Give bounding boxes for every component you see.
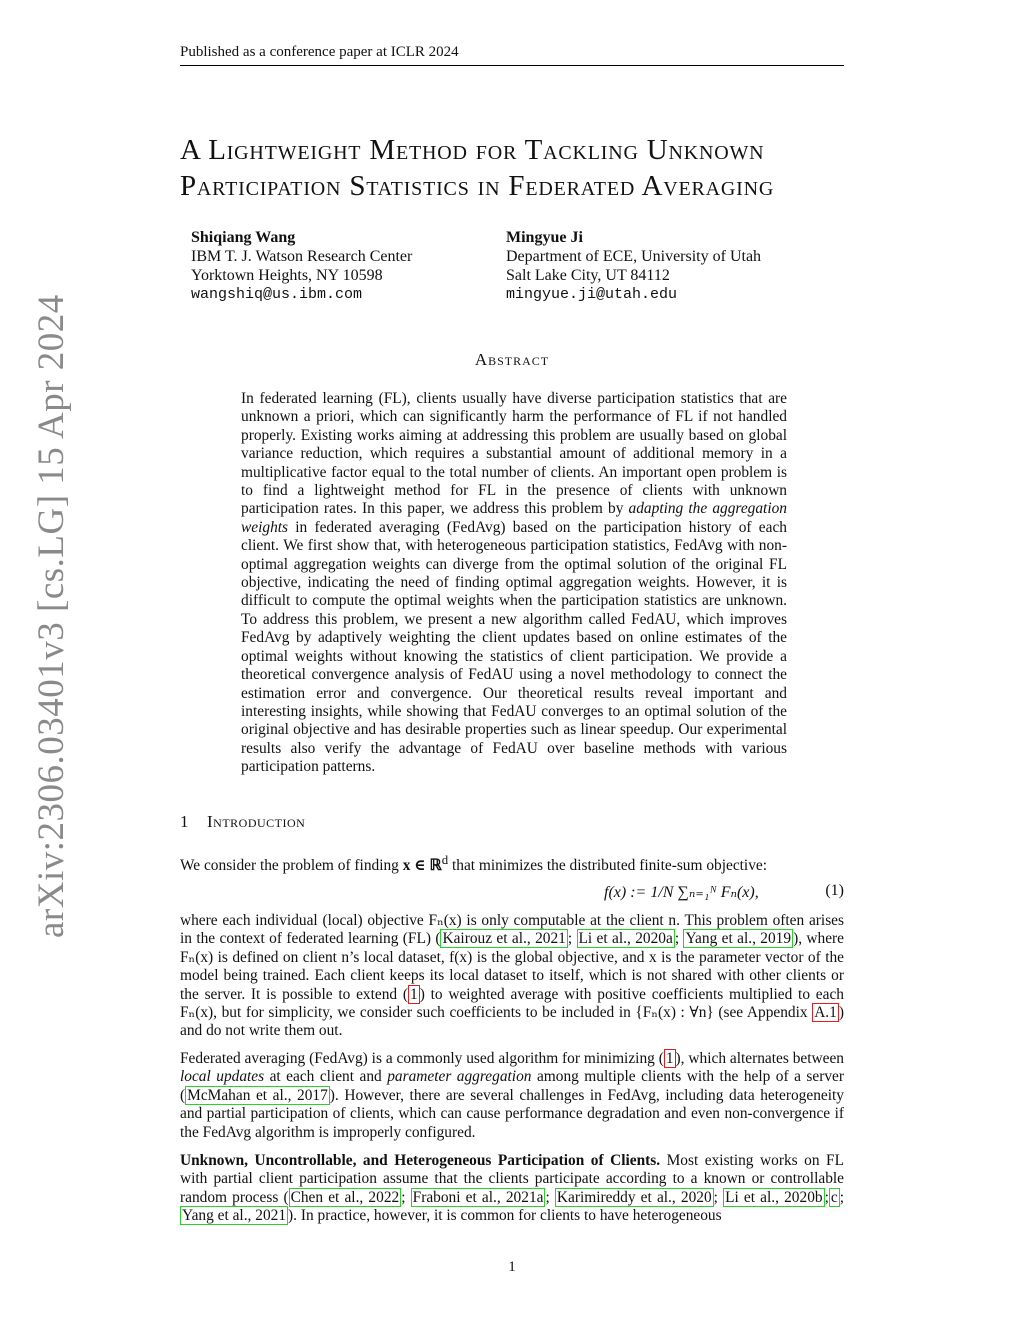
header-rule	[180, 65, 844, 66]
author-block-2	[506, 228, 761, 304]
text: at each client and	[264, 1068, 388, 1086]
text: ;	[545, 1188, 555, 1206]
text: ). However, there are several challenges in FedAvg, including data heterogeneity and partial participation of clients, which can cause performance degradation and even non-convergence if the FedAvg algorithm is improperly configured.	[180, 1086, 844, 1141]
author-address: Salt Lake City, UT 84112	[506, 267, 670, 284]
citation-link[interactable]: Li et al., 2020b	[725, 1188, 823, 1206]
equation-reference-link[interactable]: 1	[665, 1050, 674, 1067]
author-email[interactable]: wangshiq@us.ibm.com	[191, 286, 363, 303]
text: Federated averaging (FedAvg) is a commonly used algorithm for minimizing (	[180, 1050, 664, 1067]
text: ) and do not write them out.	[180, 1004, 844, 1040]
citation-link[interactable]: c	[830, 1188, 838, 1206]
section-title: Introduction	[207, 812, 306, 831]
text: ). In practice, however, it is common for clients to have heterogeneous	[288, 1207, 722, 1225]
paragraph-heading: Unknown, Uncontrollable, and Heterogeneous Participation of Clients.	[180, 1152, 661, 1169]
abstract-text: In federated learning (FL), clients usually have diverse participation statistics that are unknown a priori, which can significantly harm the performance of FL if not handled properly. Existing works aiming at addressing this problem are usually based on global variance reduction, which requires a substantial amount of additional memory in a multiplicative factor equal to the total number of clients. An important open problem is to find a lightweight method for FL in the presence of clients with unknown participation rates. In this paper, we address this problem by	[241, 390, 787, 518]
paragraph	[180, 1152, 844, 1226]
text: ) to weighted average with positive coefficients multiplied to each Fₙ(x), but for simplicity, we consider such coefficients to be included in {Fₙ(x) : ∀n} (see Appendix	[180, 985, 844, 1022]
citation-link[interactable]: McMahan et al., 2017	[187, 1086, 328, 1104]
author-affiliation: IBM T. J. Watson Research Center	[191, 248, 413, 265]
text: ), which alternates between	[675, 1050, 844, 1067]
paragraph	[180, 851, 844, 876]
equation-reference-link[interactable]: 1	[410, 985, 418, 1003]
appendix-reference-link[interactable]: A.1	[814, 1004, 837, 1022]
text: Most existing works on FL with partial client participation assume that the clients participate according to a known or controllable random process (	[180, 1152, 844, 1206]
text: ), where Fₙ(x) is defined on client n’s local dataset, f(x) is the global objective, and x is the parameter vector of the model being trained. Each client keeps its local dataset to itself, which is not shared with other clients or the server. It is possible to extend (	[180, 930, 845, 1003]
equation-number: (1)	[825, 882, 844, 899]
text: among multiple clients with the help of a server (	[180, 1068, 844, 1104]
text: ;	[401, 1188, 411, 1206]
math-superscript: d	[441, 853, 449, 867]
abstract-emphasis: adapting the aggregation weights	[241, 500, 787, 536]
author-block-1	[191, 228, 412, 304]
text: ;	[567, 930, 577, 948]
citation-link[interactable]: Li et al., 2020a	[578, 930, 673, 948]
author-address: Yorktown Heights, NY 10598	[191, 267, 383, 284]
text: that minimizes the distributed finite-sum objective:	[448, 857, 768, 875]
title-line-1: A Lightweight Method for Tackling Unknown	[180, 134, 765, 166]
paper-title	[180, 132, 860, 204]
emphasis: parameter aggregation	[387, 1068, 532, 1086]
citation-link[interactable]: Yang et al., 2021	[182, 1207, 287, 1225]
text: where each individual (local) objective Fₙ(x) is only computable at the client n. This problem often arises in the context of federated learning (FL) (	[180, 912, 844, 948]
text: ;	[674, 930, 684, 948]
page-number: 1	[508, 1259, 516, 1275]
section-heading-introduction	[180, 812, 305, 832]
running-header: Published as a conference paper at ICLR 2024	[180, 44, 459, 60]
math-inline: x ∈ ℝ	[402, 857, 442, 875]
text: ;	[839, 1188, 844, 1206]
arxiv-identifier: arXiv:2306.03401v3 [cs.LG] 15 Apr 2024	[31, 294, 72, 938]
section-number: 1	[180, 812, 189, 831]
abstract-body	[241, 390, 787, 777]
author-affiliation: Department of ECE, University of Utah	[506, 248, 762, 265]
text: ;	[824, 1188, 829, 1206]
abstract-text: in federated averaging (FedAvg) based on the participation history of each client. We first show that, with heterogeneous participation statistics, FedAvg with non-optimal aggregation weights can diverge from the optimal solution of the original FL objective, indicating the need of finding optimal aggregation weights. However, it is difficult to compute the optimal weights when the participation statistics are unknown. To address this problem, we present a new algorithm called FedAU, which improves FedAvg by adaptively weighting the client updates based on online estimates of the optimal weights without knowing the statistics of client participation. We provide a theoretical convergence analysis of FedAU using a novel methodology to connect the estimation error and convergence. Our theoretical results reveal important and interesting insights, while showing that FedAU converges to an optimal solution of the original objective and has desirable properties such as linear speedup. Our experimental results also verify the advantage of FedAU over baseline methods with various participation patterns.	[241, 518, 787, 776]
paragraph	[180, 1050, 844, 1142]
author-name: Mingyue Ji	[506, 229, 583, 246]
citation-link[interactable]: Karimireddy et al., 2020	[556, 1188, 712, 1206]
text: ;	[713, 1188, 724, 1206]
citation-link[interactable]: Kairouz et al., 2021	[442, 930, 566, 948]
text: We consider the problem of finding	[180, 857, 403, 875]
author-email[interactable]: mingyue.ji@utah.edu	[506, 286, 678, 303]
author-name: Shiqiang Wang	[191, 229, 296, 246]
equation-formula: f(x) := 1/N ∑ₙ₌₁ᴺ Fₙ(x),	[604, 884, 759, 901]
citation-link[interactable]: Chen et al., 2022	[290, 1188, 400, 1206]
paragraph	[180, 912, 844, 1041]
citation-link[interactable]: Fraboni et al., 2021a	[412, 1188, 544, 1206]
citation-link[interactable]: Yang et al., 2019	[685, 930, 792, 948]
emphasis: local updates	[180, 1068, 265, 1086]
abstract-heading: Abstract	[474, 350, 550, 369]
title-line-2: Participation Statistics in Federated Averaging	[180, 170, 775, 202]
equation-1	[180, 880, 844, 902]
